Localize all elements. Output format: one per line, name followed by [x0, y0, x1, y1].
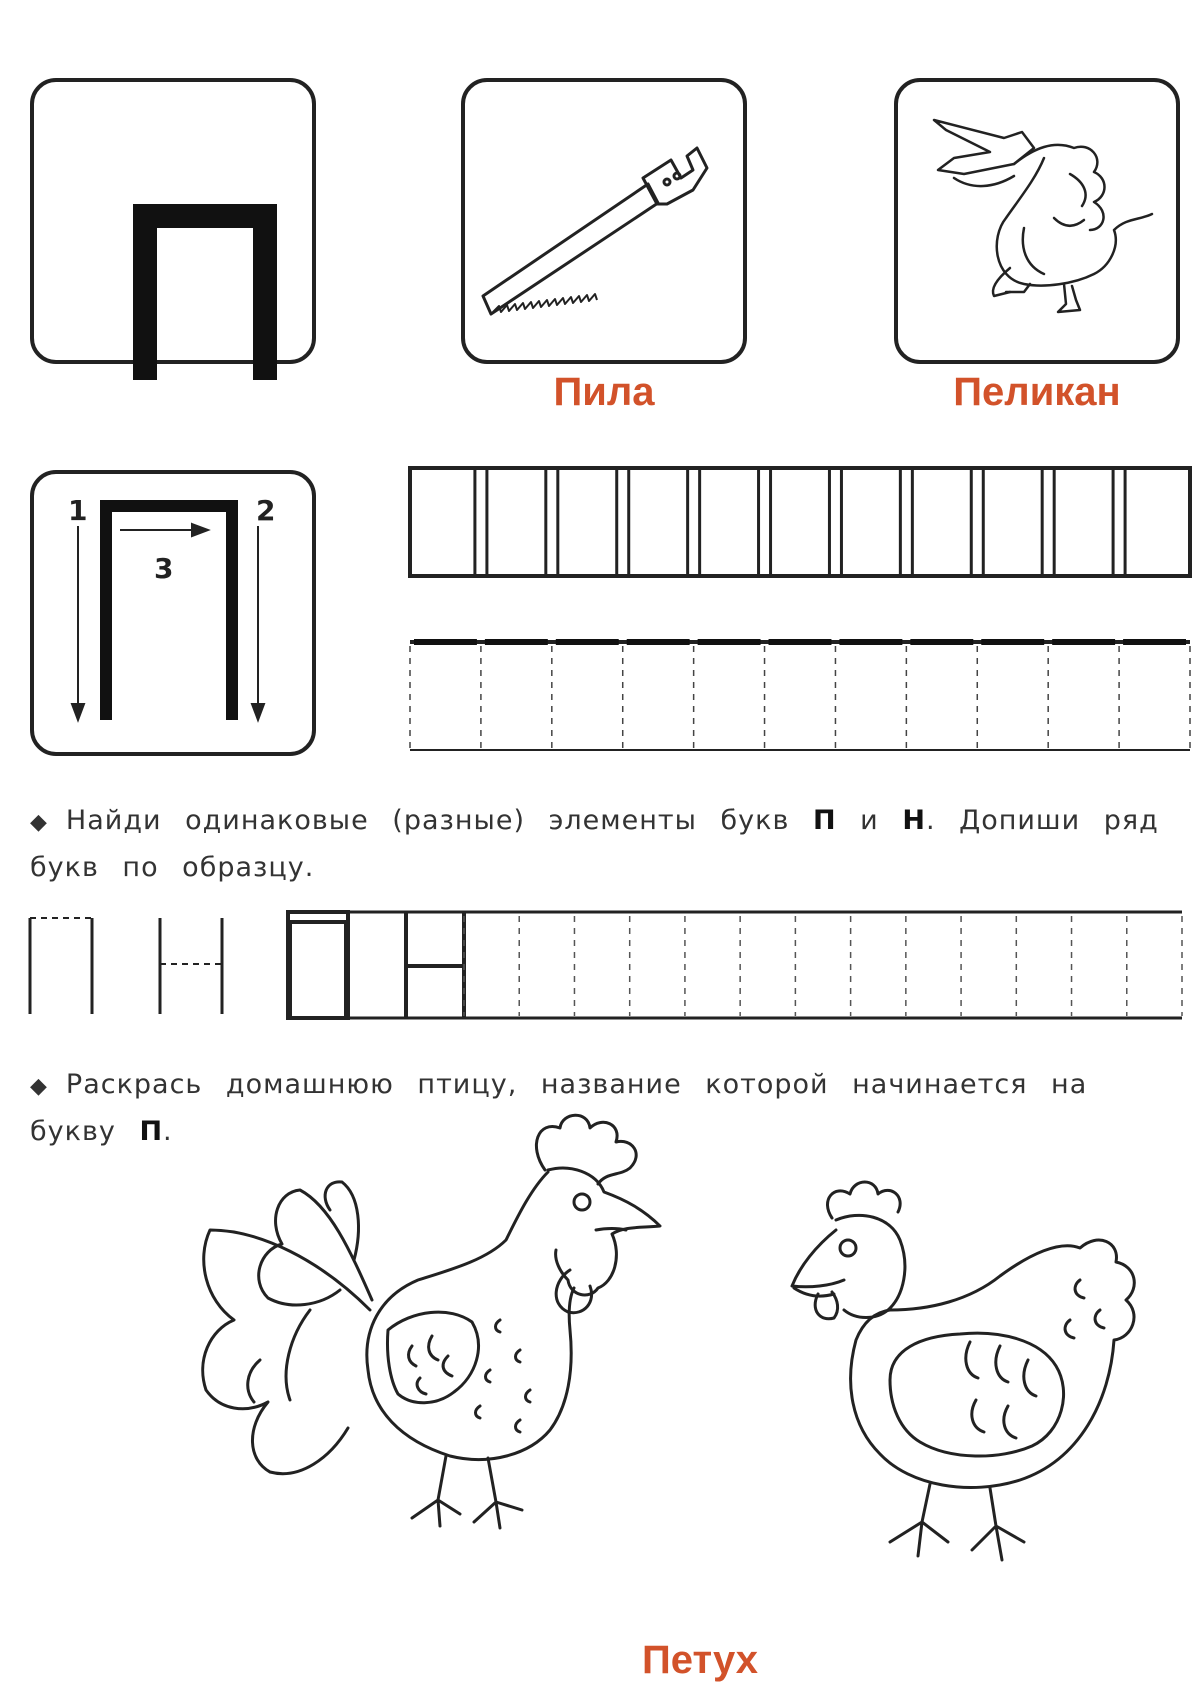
stroke-number-2: 2: [256, 494, 276, 527]
bullet-icon-2: ◆: [30, 1074, 48, 1099]
task-1-instruction: [30, 798, 1170, 890]
caption-rooster: Петух: [641, 1638, 759, 1682]
task-2-end: .: [163, 1116, 173, 1147]
pelican-card: [894, 78, 1180, 364]
task-1-text: Найди одинаковые (разные) элементы букв: [65, 805, 790, 836]
writing-grid-solid: [408, 466, 1198, 582]
saw-card: [461, 78, 747, 364]
letter-card: [30, 78, 316, 364]
caption-pelican: Пеликан: [953, 370, 1121, 414]
stroke-number-3: 3: [154, 552, 174, 585]
pattern-row: [20, 908, 1200, 1024]
task-1-letter-p: П: [812, 805, 837, 836]
task-1-text-after: . Допиши ряд букв по образцу.: [30, 805, 1159, 883]
stroke-number-1: 1: [68, 494, 88, 527]
task-2-letter-p: П: [139, 1116, 164, 1147]
hen-icon: [780, 1170, 1200, 1610]
pelican-icon: [894, 78, 1180, 364]
saw-icon: [461, 78, 747, 364]
task-1-letter-n: Н: [902, 805, 926, 836]
task-1-conj: и: [860, 805, 879, 836]
stroke-order-card: [30, 470, 316, 756]
rooster-icon: [150, 1110, 670, 1630]
writing-grid-dashed: [408, 640, 1198, 756]
bullet-icon: ◆: [30, 810, 48, 835]
letter-p-icon: [30, 78, 316, 364]
task-2-text: Раскрась домашнюю птицу, название которой начинается на букву: [30, 1069, 1088, 1147]
caption-saw: Пила: [553, 370, 655, 414]
